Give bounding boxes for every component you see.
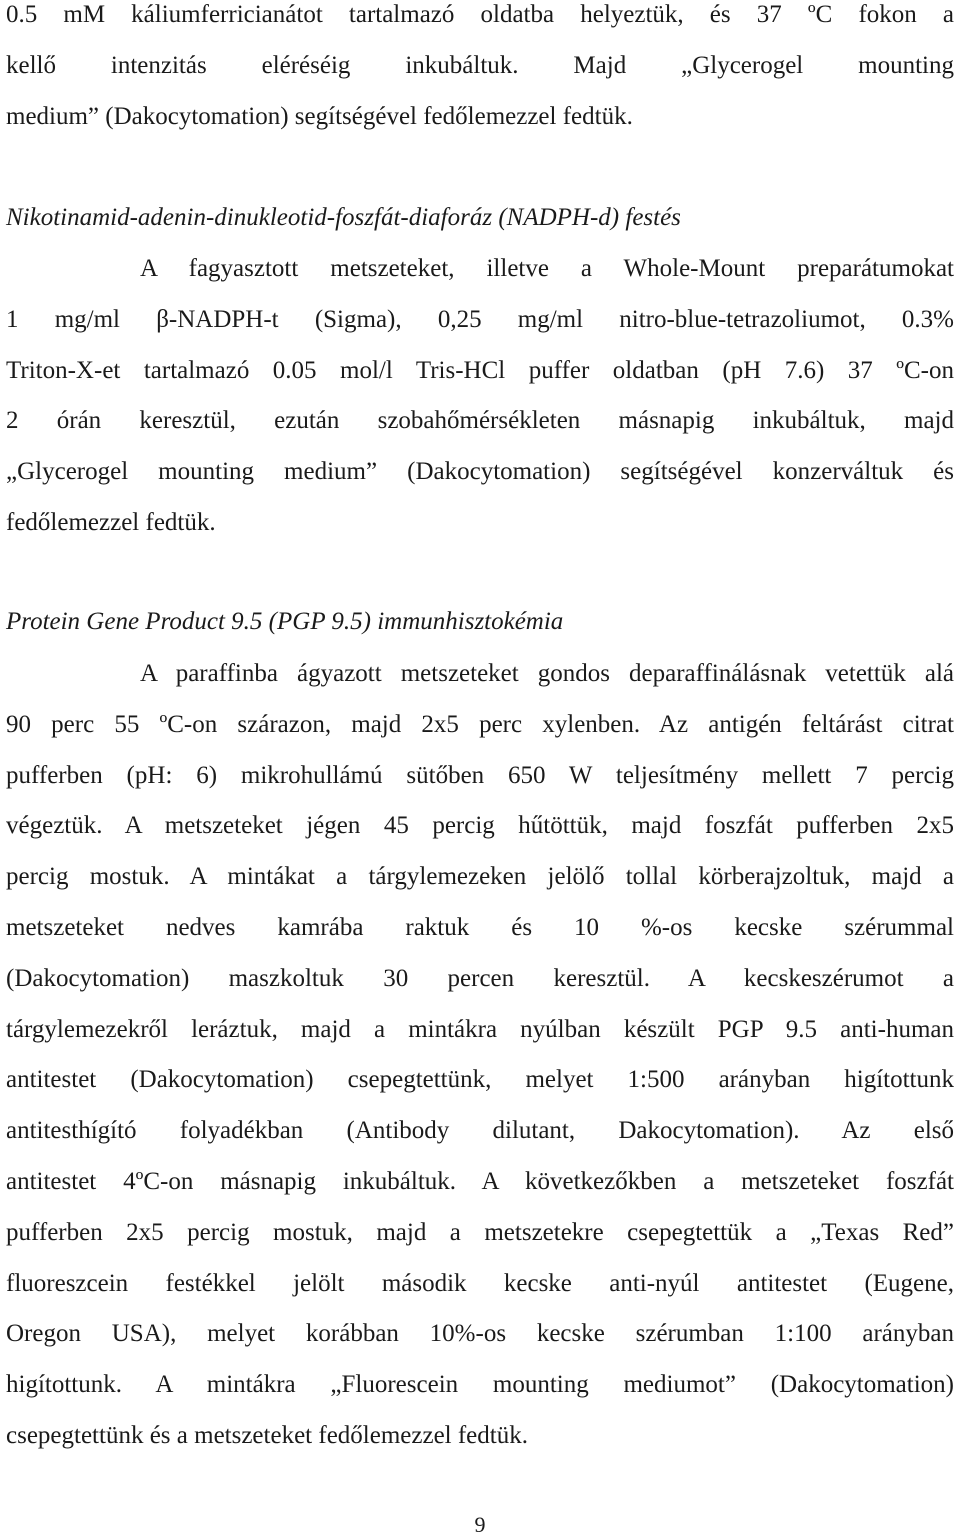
text-line: A paraffinba ágyazott metszeteket gondos deparaffinálásnak vetettük alá	[140, 660, 954, 687]
text-line: 0.5 mM káliumferricianátot tartalmazó oldatba helyeztük, és 37 ºC fokon a	[6, 1, 954, 28]
text-line: pufferben (pH: 6) mikrohullámú sütőben 650 W teljesítmény mellett 7 percig	[6, 761, 954, 789]
text-line: antitestet 4ºC-on másnapig inkubáltuk. A következőkben a metszeteket foszfát	[6, 1167, 954, 1195]
text-line: antitesthígító folyadékban (Antibody dilutant, Dakocytomation). Az első	[6, 1117, 954, 1145]
text-line: kellő intenzitás eléréséig inkubáltuk. Majd „Glycerogel mounting	[6, 51, 954, 79]
text-line: percig mostuk. A mintákat a tárgylemezeken jelölő tollal körberajzoltuk, majd a	[6, 863, 954, 891]
text-line: pufferben 2x5 percig mostuk, majd a metszetekre csepegtettük a „Texas Red”	[6, 1218, 954, 1246]
paragraph-pgp	[6, 649, 954, 1462]
text-line: Triton-X-et tartalmazó 0.05 mol/l Tris-HCl puffer oldatban (pH 7.6) 37 ºC-on	[6, 356, 954, 384]
text-line: „Glycerogel mounting medium” (Dakocytomation) segítségével konzerváltuk és	[6, 458, 954, 486]
section-heading-nadph: Nikotinamid-adenin-dinukleotid-foszfát-diaforáz (NADPH-d) festés	[6, 204, 681, 231]
text-line: csepegtettünk és a metszeteket fedőlemezzel fedtük.	[6, 1421, 528, 1449]
text-line: 1 mg/ml β-NADPH-t (Sigma), 0,25 mg/ml nitro-blue-tetrazoliumot, 0.3%	[6, 305, 954, 333]
text-line: metszeteket nedves kamrába raktuk és 10 %-os kecske szérummal	[6, 913, 954, 941]
text-line: tárgylemezekről leráztuk, majd a mintákra nyúlban készült PGP 9.5 anti-human	[6, 1015, 954, 1043]
text-line: (Dakocytomation) maszkoltuk 30 percen keresztül. A kecskeszérumot a	[6, 964, 954, 992]
paragraph-nadph	[6, 244, 954, 549]
page-number: 9	[474, 1512, 486, 1537]
text-line: A fagyasztott metszeteket, illetve a Whole-Mount preparátumokat	[140, 255, 954, 282]
text-line: higítottunk. A mintákra „Fluorescein mounting mediumot” (Dakocytomation)	[6, 1371, 954, 1399]
text-line: fluoreszcein festékkel jelölt második kecske anti-nyúl antitestet (Eugene,	[6, 1269, 954, 1297]
text-line: antitestet (Dakocytomation) csepegtettünk, melyet 1:500 arányban higítottunk	[6, 1066, 954, 1094]
text-line: végeztük. A metszeteket jégen 45 percig hűtöttük, majd foszfát pufferben 2x5	[6, 812, 954, 840]
text-line: fedőlemezzel fedtük.	[6, 508, 216, 536]
text-line: 90 perc 55 ºC-on szárazon, majd 2x5 perc xylenben. Az antigén feltárást citrat	[6, 710, 954, 738]
text-line: 2 órán keresztül, ezután szobahőmérsékleten másnapig inkubáltuk, majd	[6, 407, 954, 435]
text-line: medium” (Dakocytomation) segítségével fedőlemezzel fedtük.	[6, 102, 633, 130]
paragraph-intro	[6, 0, 954, 142]
text-line: Oregon USA), melyet korábban 10%-os kecske szérumban 1:100 arányban	[6, 1320, 954, 1348]
section-heading-pgp: Protein Gene Product 9.5 (PGP 9.5) immunhisztokémia	[6, 608, 564, 635]
